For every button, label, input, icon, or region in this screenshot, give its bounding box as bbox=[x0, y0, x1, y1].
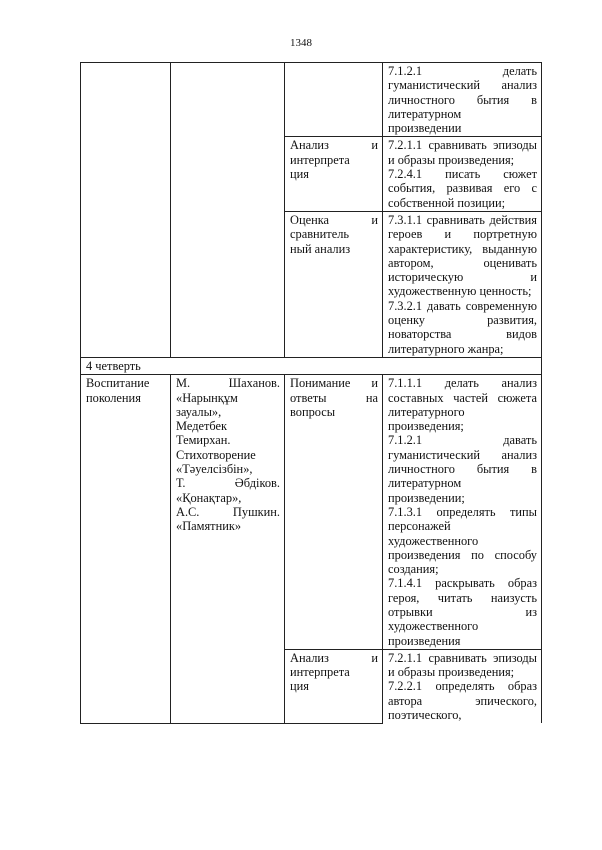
skill-cell bbox=[285, 63, 383, 137]
objective-item: 7.2.1.1 сравнивать эпизоды и образы произведения; bbox=[388, 138, 537, 167]
content-cell: М. Шаханов. «Нарынқұм зауалы», Медетбек Темирхан. Стихотворение «Тәуелсізбін», Т. Әбдіков. «Қонақтар», А.С. Пушкин. «Памятник» bbox=[171, 375, 285, 724]
objectives-cell bbox=[383, 137, 542, 211]
objective-item: 7.2.4.1 писать сюжет события, развивая его с собственной позиции; bbox=[388, 167, 537, 210]
skill-cell: Анализ и интерпрета ция bbox=[285, 649, 383, 723]
objectives-cell bbox=[383, 211, 542, 357]
objectives-cell bbox=[383, 649, 542, 723]
objectives-cell bbox=[383, 63, 542, 137]
objective-item: 7.1.4.1 раскрывать образ героя, читать наизусть отрывки из художественного произведения bbox=[388, 576, 537, 648]
page-number: 1348 bbox=[290, 37, 312, 49]
quarter-label: 4 четверть bbox=[81, 357, 542, 374]
objectives-cell bbox=[383, 375, 542, 650]
theme-cell: Воспитание поколения bbox=[81, 375, 171, 724]
objective-item: 7.1.2.1 делать гуманистический анализ личностного бытия в литературном произведении bbox=[388, 64, 537, 136]
table-row bbox=[81, 375, 542, 650]
curriculum-table bbox=[80, 62, 542, 724]
skill-cell: Анализ и интерпрета ция bbox=[285, 137, 383, 211]
objective-item: 7.1.2.1 давать гуманистический анализ личностного бытия в литературном произведении; bbox=[388, 433, 537, 505]
objective-item: 7.2.2.1 определять образ автора эпического, поэтического, bbox=[388, 679, 537, 723]
objective-item: 7.1.3.1 определять типы персонажей художественного произведения по способу создания; bbox=[388, 504, 537, 577]
skill-cell: Оценка и сравнитель ный анализ bbox=[285, 211, 383, 357]
objective-item: 7.3.1.1 сравнивать действия героев и портретную характеристику, выданную автором, оценивать историческую и художественную ценность; bbox=[388, 212, 537, 299]
objective-item: 7.3.2.1 давать современную оценку развития, новаторства видов литературного жанра; bbox=[388, 298, 537, 356]
table-row bbox=[81, 63, 542, 137]
quarter-row bbox=[81, 357, 542, 374]
content-cell bbox=[171, 63, 285, 358]
objective-item: 7.2.1.1 сравнивать эпизоды и образы произведения; bbox=[388, 650, 537, 680]
skill-cell: Понимание и ответы на вопросы bbox=[285, 375, 383, 650]
objective-item: 7.1.1.1 делать анализ составных частей сюжета литературного произведения; bbox=[388, 376, 537, 434]
theme-cell bbox=[81, 63, 171, 358]
